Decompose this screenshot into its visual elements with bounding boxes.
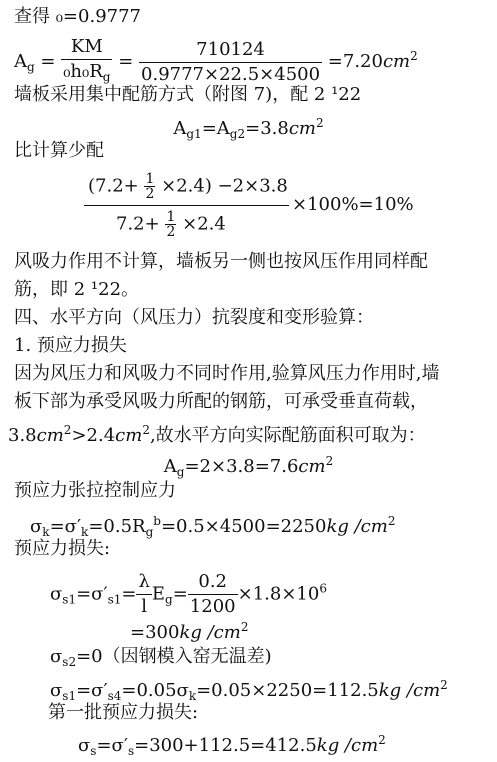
superscript: 6 <box>319 581 327 596</box>
value: 3.8 <box>8 425 37 446</box>
subscript: g <box>27 60 35 74</box>
symbol: A <box>14 51 27 72</box>
text: 风吸力作用不计算，墙板另一侧也按风压作用同样配 <box>14 251 428 272</box>
fraction-lambda <box>136 571 151 618</box>
symbol: σ <box>50 583 63 605</box>
fraction-numerator: KM <box>61 36 112 60</box>
subscript: g2 <box>229 127 246 141</box>
symbol: A <box>173 118 187 139</box>
value: >2.4 <box>71 425 116 446</box>
text: =0（因钢模入窑无温差) <box>76 646 272 667</box>
text-line-16 <box>14 538 110 560</box>
formula-ag-total <box>0 450 497 483</box>
text: 查得 ₀=0.9777 <box>14 6 142 27</box>
half-fraction <box>144 172 155 201</box>
value: =2×3.8=7.6 <box>184 456 299 477</box>
result: =7.20 <box>327 51 383 72</box>
half-den: 2 <box>145 186 155 202</box>
unit: kg /cm <box>179 622 241 643</box>
den-text: ₀h₀R <box>63 61 103 82</box>
text: 比计算少配 <box>14 140 104 161</box>
unit: kg /cm <box>316 735 379 756</box>
fraction-km <box>61 36 112 88</box>
big-fraction-numerator <box>88 172 288 201</box>
subscript: g <box>176 465 185 479</box>
fraction-denominator: 1200 <box>189 596 236 617</box>
subscript: g <box>102 70 111 84</box>
fraction-numerator: λ <box>136 571 151 595</box>
big-fraction-bar <box>84 205 289 206</box>
superscript: 2 <box>142 423 150 437</box>
text: 预应力张拉控制应力 <box>14 480 176 501</box>
text-line-10 <box>14 363 439 385</box>
value: ×1.8×10 <box>237 583 320 605</box>
text: 1. 预应力损失 <box>14 335 127 356</box>
symbol: =A <box>201 118 230 139</box>
formula-ag: $A_g$ = $\frac{KM}{_0h_0R_g}$ = $\frac{710124}{0.9777\times 22.5\times 4500}$ $=7.20cm^2$ <box>14 36 418 88</box>
value: =0.05×2250=112.5 <box>196 680 379 701</box>
unit: kg /cm <box>378 680 441 701</box>
fraction-values <box>188 571 238 618</box>
subscript: k <box>188 689 197 703</box>
big-fraction-denominator <box>116 210 226 239</box>
big-fraction-tail <box>292 194 414 215</box>
tail: ×100%=10% <box>292 194 414 215</box>
formula-sigma-s <box>78 729 386 762</box>
subscript: k <box>81 525 89 539</box>
subscript: s1 <box>107 592 122 607</box>
symbol: =σ′ <box>76 680 108 701</box>
subscript: g <box>145 525 154 539</box>
fraction-numerator: 0.2 <box>188 571 238 595</box>
subscript: s <box>90 744 97 758</box>
text-line-7 <box>14 279 139 301</box>
subscript: s1 <box>62 592 77 607</box>
subscript: s2 <box>62 655 77 669</box>
subscript: s1 <box>62 689 77 703</box>
subscript: s4 <box>107 689 122 703</box>
formula-result-300 <box>130 616 248 644</box>
symbol: A <box>163 456 177 477</box>
superscript: 2 <box>378 733 386 747</box>
fraction-numerator: 710124 <box>139 39 322 63</box>
text-line-8 <box>14 307 374 329</box>
unit: cm <box>382 51 411 72</box>
symbol: =σ′ <box>96 735 128 756</box>
superscript: 2 <box>440 678 448 692</box>
symbol: σ <box>30 516 43 537</box>
text: 筋，即 2 ¹22。 <box>14 279 140 300</box>
equals: = <box>172 583 188 605</box>
half-num: 1 <box>166 209 176 225</box>
text-line-1 <box>14 6 141 28</box>
unit: cm <box>288 118 316 139</box>
superscript: 2 <box>63 423 72 437</box>
text: 第一批预应力损失: <box>48 702 199 723</box>
value: =0.5×4500=2250 <box>160 516 327 537</box>
den-part-b: ×2.4 <box>182 213 226 235</box>
subscript: g <box>165 592 173 607</box>
text: 因为风压力和风吸力不同时作用,验算风压力作用时,墙 <box>14 363 440 384</box>
text-line-14 <box>14 480 176 502</box>
den-part-a: 7.2+ <box>116 213 160 235</box>
subscript: k <box>42 525 50 539</box>
half-den: 2 <box>166 224 176 240</box>
subscript: s <box>127 744 135 758</box>
superscript: 2 <box>387 514 396 528</box>
symbol: E <box>151 583 166 605</box>
text-line-12 <box>8 419 426 447</box>
superscript: 2 <box>315 116 324 130</box>
text: 墙板采用集中配筋方式（附图 7)，配 2 ¹22 <box>14 84 362 105</box>
superscript: b <box>153 514 161 528</box>
formula-sigma-s1 <box>50 571 327 618</box>
text-line-5 <box>14 140 104 162</box>
unit: cm <box>115 425 143 446</box>
text-line-21 <box>48 702 198 724</box>
text: 板下部为承受风吸力所配的钢筋，可承受垂直荷载， <box>14 391 428 412</box>
superscript: 2 <box>410 49 418 63</box>
text-line-6 <box>14 251 428 273</box>
value: =300+112.5=412.5 <box>134 735 317 756</box>
text: ,故水平方向实际配筋面积可取为： <box>149 425 426 446</box>
unit: cm <box>298 456 326 477</box>
unit: cm <box>36 425 64 446</box>
superscript: 2 <box>240 620 249 634</box>
symbol: =0.05σ <box>121 680 189 701</box>
num-part-b: ×2.4) −2×3.8 <box>161 175 288 197</box>
half-fraction <box>165 210 176 239</box>
fraction-values <box>139 39 322 86</box>
symbol: =0.5R <box>88 516 146 537</box>
formula-sigma-s2 <box>50 646 272 673</box>
equals: = <box>121 583 137 605</box>
symbol: σ <box>50 646 63 667</box>
symbol: =σ′ <box>49 516 82 537</box>
superscript: 2 <box>325 454 334 468</box>
text: 四、水平方向（风压力）抗裂度和变形验算： <box>14 307 374 328</box>
text: 预应力损失: <box>14 538 111 559</box>
symbol: σ <box>78 735 91 756</box>
value: =300 <box>130 622 180 643</box>
half-num: 1 <box>145 171 155 187</box>
text-line-3 <box>14 84 361 106</box>
subscript: g1 <box>186 127 202 141</box>
unit: kg /cm <box>326 516 388 537</box>
text-line-9 <box>14 335 127 357</box>
text-line-11 <box>14 391 428 413</box>
symbol: σ <box>50 680 63 701</box>
num-part-a: (7.2+ <box>88 175 139 197</box>
fraction-denominator: l <box>141 596 148 617</box>
symbol: =σ′ <box>76 583 108 605</box>
fraction-denominator: 0.9777×22.5×4500 <box>141 63 321 85</box>
value: =3.8 <box>245 118 289 139</box>
